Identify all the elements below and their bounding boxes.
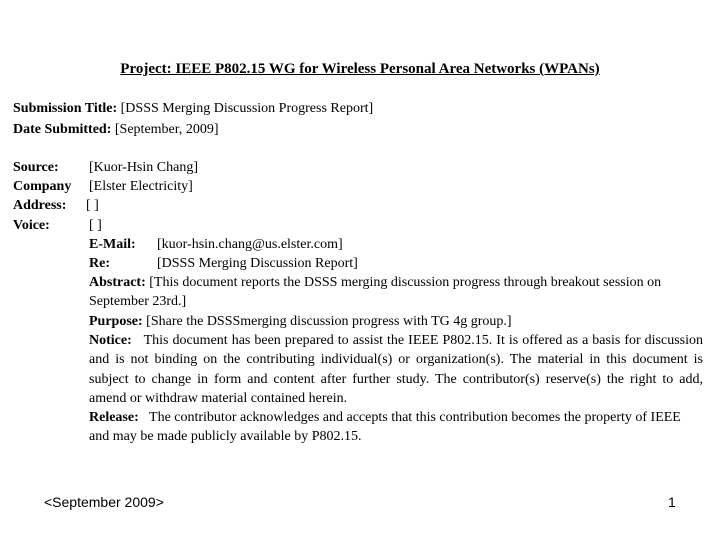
source-line — [13, 158, 198, 177]
date-submitted-value: [September, 2009] — [114, 122, 219, 137]
email-value: [kuor-hsin.chang@us.elster.com] — [157, 237, 343, 252]
email-line — [89, 235, 343, 254]
submission-title-value: [DSSS Merging Discussion Progress Report] — [120, 101, 374, 116]
purpose-label: Purpose: — [89, 314, 143, 329]
date-submitted-label: Date Submitted: — [13, 122, 112, 137]
purpose-text: [Share the DSSSmerging discussion progress with TG 4g group.] — [146, 314, 512, 329]
source-value: [Kuor-Hsin Chang] — [89, 160, 198, 175]
notice-text: This document has been prepared to assist the IEEE P802.15. It is offered as a basis for discussion and is not binding on the contributing individual(s) or organization(s). The material in this document is subject to change in form and content after further study. The contributor(s) reserve(s) the right to add, amend or withdraw material contained herein. — [89, 333, 703, 406]
address-value: [ ] — [86, 198, 99, 213]
notice-block — [89, 331, 703, 408]
voice-value: [ ] — [89, 218, 102, 233]
release-text: The contributor acknowledges and accepts that this contribution becomes the property of IEEE and may be made publicly available by P802.15. — [89, 410, 681, 445]
project-title: Project: IEEE P802.15 WG for Wireless Personal Area Networks (WPANs) — [120, 61, 600, 77]
source-label: Source: — [13, 160, 59, 175]
company-label: Company — [13, 179, 72, 194]
notice-label: Notice: — [89, 333, 132, 348]
release-label: Release: — [89, 410, 139, 425]
page-number: 1 — [668, 494, 676, 510]
submission-title-label: Submission Title: — [13, 101, 118, 116]
company-line — [13, 177, 193, 196]
address-label: Address: — [13, 198, 67, 213]
abstract-block — [89, 273, 703, 312]
voice-label: Voice: — [13, 218, 50, 233]
purpose-block — [89, 312, 703, 331]
email-label: E-Mail: — [89, 237, 136, 252]
address-line — [13, 196, 99, 215]
submission-title-line — [13, 99, 373, 118]
re-label: Re: — [89, 256, 110, 271]
abstract-label: Abstract: — [89, 275, 146, 290]
re-line — [89, 254, 358, 273]
date-submitted-line — [13, 120, 219, 139]
abstract-text: [This document reports the DSSS merging discussion progress through breakout session on September 23rd.] — [89, 275, 662, 310]
release-block — [89, 408, 703, 447]
company-value: [Elster Electricity] — [89, 179, 193, 194]
footer-date: <September 2009> — [44, 494, 164, 510]
voice-line — [13, 216, 102, 235]
re-value: [DSSS Merging Discussion Report] — [157, 256, 358, 271]
